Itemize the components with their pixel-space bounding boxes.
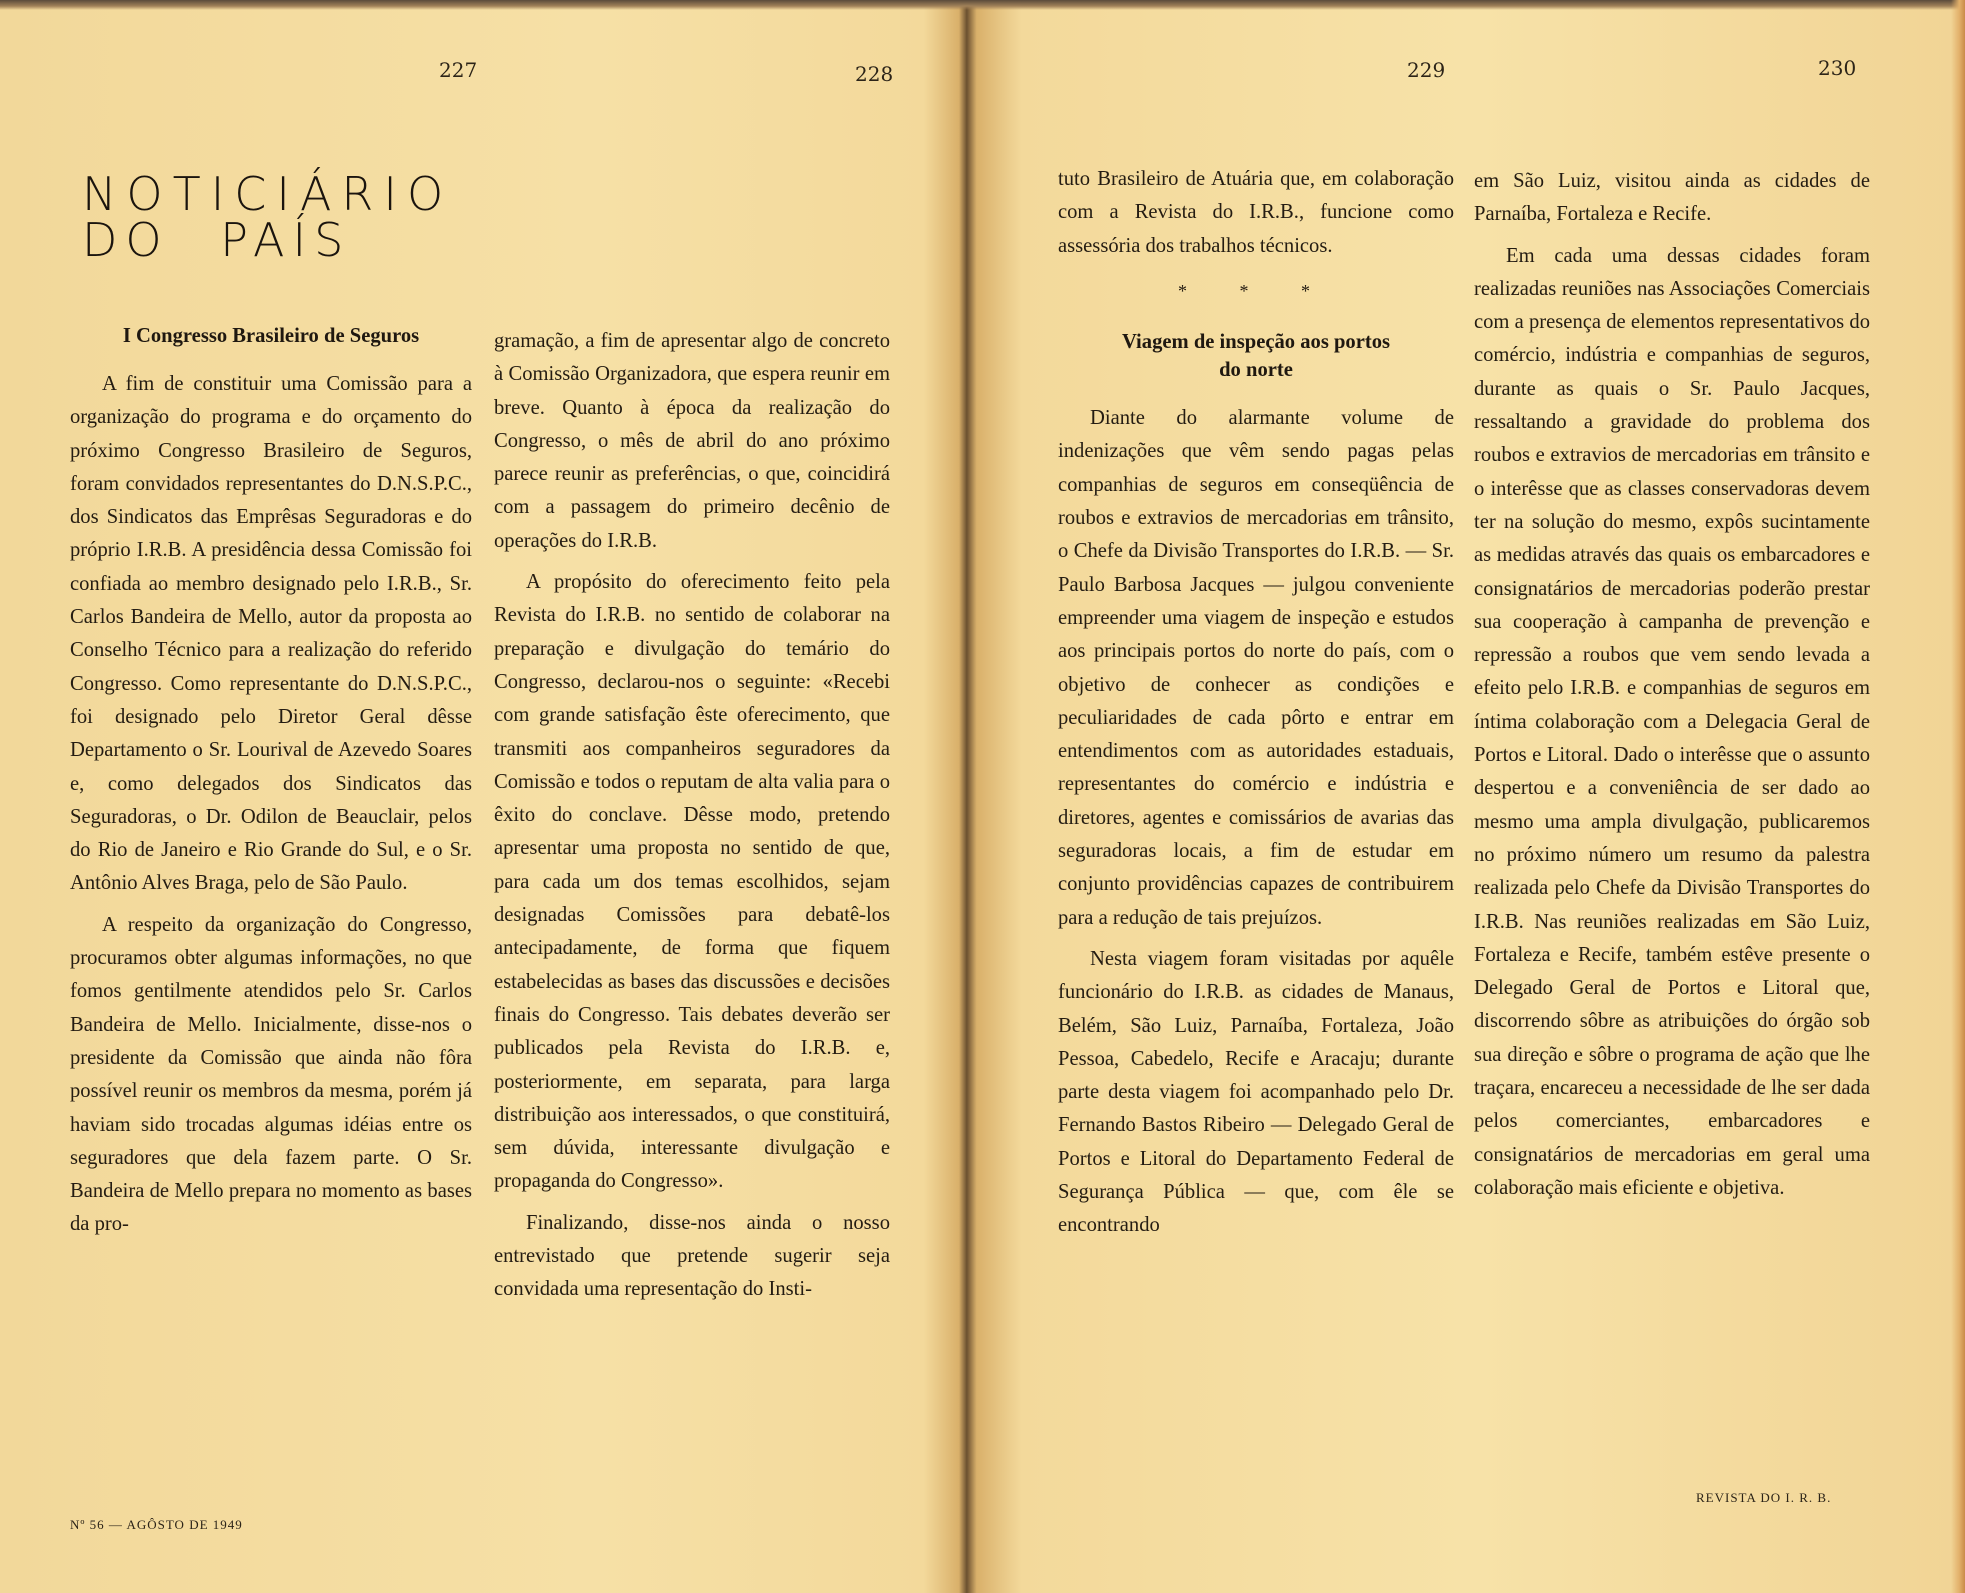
top-edge-shadow [0, 0, 1965, 10]
article2-paragraph: em São Luiz, visitou ainda as cidades de Parnaíba, Fortaleza e Recife. [1474, 170, 1870, 226]
section-title-line1: NOTICIÁRIO [82, 167, 454, 221]
article1-paragraph-end: tuto Brasileiro de Atuária que, em colaboração com a Revista do I.R.B., funcione como assessória dos trabalhos técnicos. [1058, 168, 1454, 257]
footer-issue: Nº 56 — AGÔSTO DE 1949 [70, 1517, 243, 1532]
section-title-line2-text: DO PAÍS [82, 213, 352, 267]
column-1 [70, 322, 472, 1250]
article2-heading-line2: do norte [1219, 359, 1293, 382]
article1-paragraph: gramação, a fim de apresentar algo de concreto à Comissão Organizadora, que espera reunir em breve. Quanto à época da realização do Congresso, o mês de abril do ano próximo parece reunir as preferências, o que, coincidirá com a passagem do primeiro decênio de operações do I.R.B. [494, 330, 890, 552]
article1-paragraph: Finalizando, disse-nos ainda o nosso entrevistado que pretende sugerir seja convidada uma representação do Insti- [494, 1211, 890, 1301]
article1-heading: I Congresso Brasileiro de Seguros [122, 325, 420, 347]
page-number-228: 228 [855, 62, 894, 86]
footer-journal: REVISTA DO I. R. B. [1696, 1490, 1832, 1505]
page-number-227: 227 [439, 58, 478, 82]
article2-paragraph: Em cada uma dessas cidades foram realizadas reuniões nas Associações Comerciais com a presença de elementos representativos do comércio, indústria e companhias de seguros, durante as quais o Sr. Paulo Jacques, ressaltando a gravidade do problema dos roubos e extravios de mercadorias em trânsito e o interêsse que as classes conservadoras devem ter na solução do mesmo, expôs sucintamente as medidas através das quais os embarcadores e consignatários de mercadorias poderão prestar sua cooperação à campanha de prevenção e repressão a roubos que vem sendo levada a efeito pelo I.R.B. e companhias de seguros em íntima colaboração com a Delegacia Geral de Portos e Litoral. Dado o interêsse que o assunto despertou e a conveniência de ser dado ao mesmo uma ampla divulgação, publicaremos no próximo número um resumo da palestra realizada pelo Chefe da Divisão Transportes do I.R.B. Nas reuniões realizadas em São Luiz, Fortaleza e Recife, também estêve presente o Delegado Geral de Portos e Litoral que, discorrendo sôbre as atribuições do órgão sob sua direção e sôbre o programa de ação que lhe traçara, encareceu a necessidade de lhe ser dada pelos comerciantes, embarcadores e consignatários de mercadorias em geral uma colaboração mais eficiente e objetiva. [1474, 244, 1870, 1199]
article1-paragraph: A respeito da organização do Congresso, procuramos obter algumas informações, no que fomos gentilmente atendidos pelo Sr. Carlos Bandeira de Mello. Inicialmente, disse-nos o presidente da Comissão que ainda não fôra possível reunir os membros da mesma, porém já haviam sido trocadas algumas idéias entre os seguradores que dela fazem parte. O Sr. Bandeira de Mello prepara no momento as bases da pro- [70, 913, 472, 1236]
page-number-230: 230 [1818, 56, 1857, 80]
column-4 [1474, 165, 1870, 1213]
right-page-edge [1951, 0, 1965, 1593]
article2-paragraph: Diante do alarmante volume de indenizações que vêm sendo pagas pelas companhias de seguros em conseqüência de roubos e extravios de mercadorias em trânsito, o Chefe da Divisão Transportes do I.R.B. — Sr. Paulo Barbosa Jacques — julgou conveniente empreender uma viagem de inspeção e estudos aos principais portos do norte do país, com o objetivo de conhecer as condições e peculiaridades de cada pôrto e entrar em entendimentos com as autoridades estaduais, representantes do comércio e indústria e diretores, agentes e comissários de avarias das seguradoras locais, a fim de estudar em conjunto providências capazes de contribuirem para a redução de tais prejuízos. [1058, 407, 1454, 929]
column-3 [1058, 163, 1454, 1251]
section-title-line2 [82, 214, 351, 266]
page-number-229: 229 [1407, 58, 1446, 82]
article1-paragraph: A propósito do oferecimento feito pela Revista do I.R.B. no sentido de colaborar na preparação e divulgação do temário do Congresso, declarou-nos o seguinte: «Recebi com grande satisfação êste oferecimento, que transmiti aos companheiros seguradores da Comissão e todos o reputam de alta valia para o êxito do conclave. Dêsse modo, pretendo apresentar uma proposta no sentido de que, para cada um dos temas escolhidos, sejam designadas Comissões para debatê-los antecipadamente, de forma que fiquem estabelecidas as bases das discussões e decisões finais do Congresso. Tais debates deverão ser publicados pela Revista do I.R.B. e, posteriormente, em separata, para larga distribuição aos interessados, o que constituirá, sem dúvida, interessante divulgação e propaganda do Congresso». [494, 571, 890, 1193]
article2-paragraph: Nesta viagem foram visitadas por aquêle funcionário do I.R.B. as cidades de Manaus, Belém, São Luiz, Parnaíba, Fortaleza, João Pessoa, Cabedelo, Recife e Aracaju; durante parte desta viagem foi acompanhado pelo Dr. Fernando Bastos Ribeiro — Delegado Geral de Portos e Litoral do Departamento Federal de Segurança Pública — que, com êle se encontrando [1058, 947, 1454, 1237]
article2-heading-line1: Viagem de inspeção aos portos [1121, 331, 1391, 354]
column-2 [494, 325, 890, 1315]
article2-heading [1058, 328, 1454, 384]
section-separator: * * * [1178, 280, 1334, 301]
article1-paragraph: A fim de constituir uma Comissão para a organização do programa e do orçamento do próximo Congresso Brasileiro de Seguros, foram convidados representantes do D.N.S.P.C., dos Sindicatos das Emprêsas Seguradoras e do próprio I.R.B. A presidência dessa Comissão foi confiada ao membro designado pelo I.R.B., Sr. Carlos Bandeira de Mello, autor da proposta ao Conselho Técnico para a realização do referido Congresso. Como representante do D.N.S.P.C., foi designado pelo Diretor Geral dêsse Departamento o Sr. Lourival de Azevedo Soares e, como delegados dos Sindicatos das Seguradoras, o Dr. Odilon de Beauclair, pelos do Rio de Janeiro e Rio Grande do Sul, e o Sr. Antônio Alves Braga, pelo de São Paulo. [70, 373, 472, 895]
